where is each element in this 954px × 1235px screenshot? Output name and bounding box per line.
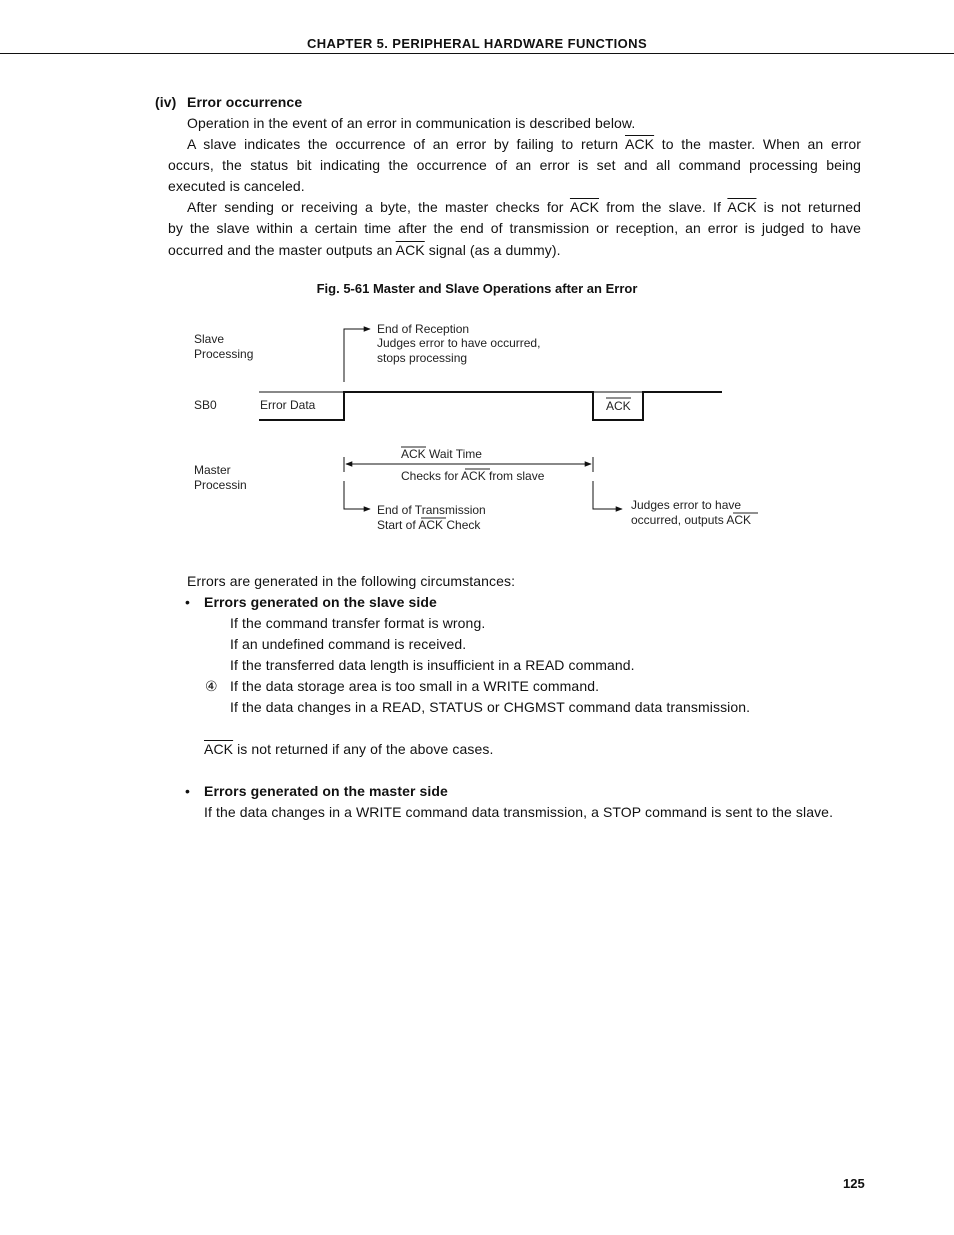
slave-item-5: If the data changes in a READ, STATUS or CHGMST command data transmission. [230, 699, 751, 715]
slave-label-line-1: Slave [194, 332, 225, 346]
slave-item-3: If the transferred data length is insufficient in a READ command. [230, 657, 635, 673]
judges-error-line-1: Judges error to have occurred, [377, 336, 541, 350]
master-judges-line-1: Judges error to have [631, 498, 742, 512]
slave-label-line-2: Processing [194, 347, 254, 361]
slave-side-heading: Errors generated on the slave side [204, 594, 437, 610]
para-3-line-2: by the slave within a certain time after the end of transmission or reception, an error is judged to have [168, 220, 861, 236]
start-of-ack-check-label: Start of ACK Check [377, 518, 481, 532]
ack-overline-text: $\overline{ACK}$ [625, 136, 655, 152]
page-number: 125 [843, 1176, 865, 1191]
end-of-transmission-label: End of Transmission [377, 503, 486, 517]
master-label-line-2: Processin [194, 478, 247, 492]
checks-for-ack-label: Checks for ACK from slave [401, 469, 545, 483]
bullet-slave: • [185, 594, 191, 610]
master-judges-line-2: occurred, outputs ACK [631, 513, 752, 527]
para-1: Operation in the event of an error in communication is described below. [187, 115, 636, 131]
judges-error-line-2: stops processing [377, 351, 468, 365]
slave-item-4: If the data storage area is too small in a WRITE command. [230, 678, 600, 694]
ack-not-returned-note: $\overline{ACK}$ is not returned if any of the above cases. [204, 741, 494, 757]
end-of-reception-label: End of Reception [377, 322, 470, 336]
master-side-text: If the data changes in a WRITE command data transmission, a STOP command is sent to the slave. [204, 804, 834, 820]
para-2-line-2: occurs, the status bit indicating the occurrence of an error is set and all command processing being [168, 157, 861, 173]
errors-intro: Errors are generated in the following circumstances: [187, 573, 516, 589]
para-3-line-1: After sending or receiving a byte, the master checks for $\overline{ACK}$ from the slave. If $\overline{ACK}$ is not returned [187, 199, 861, 215]
para-2-line-1: A slave indicates the occurrence of an error by failing to return $\overline{ACK}$ to the master. When an error [187, 136, 861, 152]
para-2-line-3: executed is canceled. [168, 178, 305, 194]
end-of-reception-arrow [344, 329, 370, 382]
error-data-label: Error Data [260, 398, 316, 412]
slave-item-1: If the command transfer format is wrong. [230, 615, 486, 631]
master-judges-arrow [593, 481, 622, 509]
ack-box-label: ACK [606, 399, 631, 413]
ack-wait-time-label: ACK Wait Time [401, 447, 482, 461]
sb0-waveform [259, 392, 722, 420]
slave-item-2: If an undefined command is received. [230, 636, 467, 652]
end-of-transmission-arrow [344, 481, 370, 509]
page-header: CHAPTER 5. PERIPHERAL HARDWARE FUNCTIONS [306, 36, 648, 51]
figure-title: Fig. 5-61 Master and Slave Operations after an Error [316, 281, 638, 296]
master-side-heading: Errors generated on the master side [204, 783, 448, 799]
sb0-label: SB0 [194, 398, 217, 412]
bullet-master: • [185, 783, 191, 799]
master-label-line-1: Master [194, 463, 231, 477]
para-3-line-3: occurred and the master outputs an $\overline{ACK}$ signal (as a dummy). [168, 242, 561, 258]
section-title: Error occurrence [187, 94, 303, 110]
section-number: (iv) [155, 94, 177, 110]
slave-item-4-marker: ④ [205, 678, 218, 694]
